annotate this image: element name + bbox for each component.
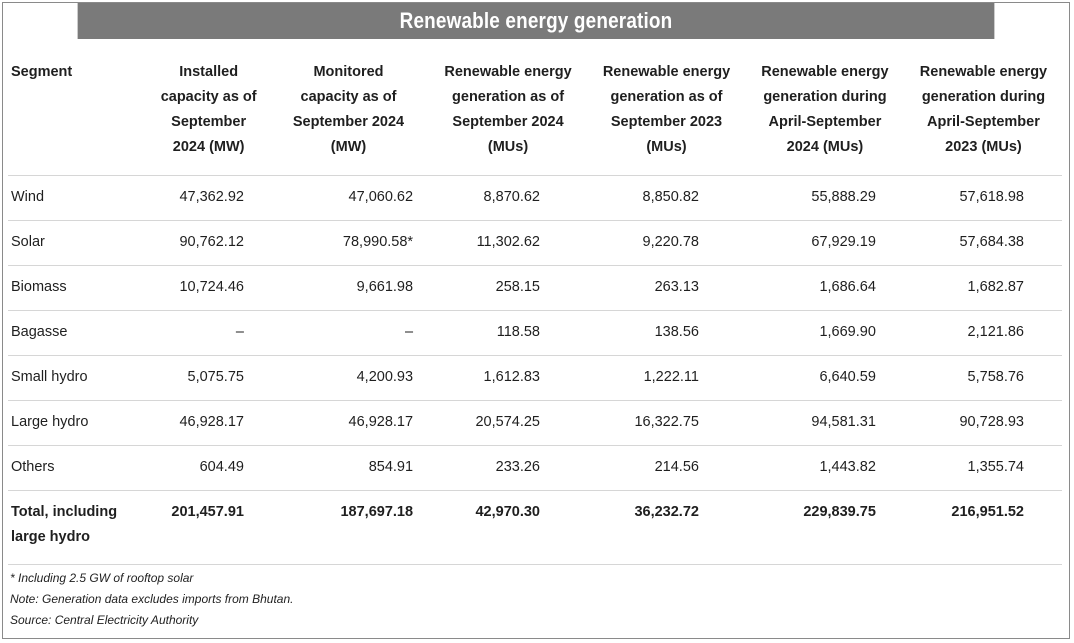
value-cell: 8,870.62 xyxy=(426,176,584,221)
segment-cell: Small hydro xyxy=(8,356,146,401)
footnote-rooftop: * Including 2.5 GW of rooftop solar xyxy=(10,571,194,585)
segment-cell: Others xyxy=(8,446,146,491)
value-cell: 258.15 xyxy=(426,266,584,311)
header-generation-sep-2023: Renewable energy generation as of September 2023 (MUs) xyxy=(602,64,731,155)
value-cell: 42,970.30 xyxy=(426,491,584,565)
segment-cell: Biomass xyxy=(8,266,146,311)
segment-cell: Solar xyxy=(8,221,146,266)
value-cell: 233.26 xyxy=(426,446,584,491)
header-row xyxy=(8,50,1062,176)
value-cell: 1,669.90 xyxy=(743,311,901,356)
header-generation-sep-2024: Renewable energy generation as of September 2024 (MUs) xyxy=(444,64,572,155)
segment-cell: Large hydro xyxy=(8,401,146,446)
value-cell: 187,697.18 xyxy=(263,491,426,565)
table-row xyxy=(8,311,1062,356)
value-cell: 5,758.76 xyxy=(901,356,1062,401)
value-cell: 90,762.12 xyxy=(146,221,263,266)
value-cell: 57,618.98 xyxy=(901,176,1062,221)
table-row xyxy=(8,266,1062,311)
value-cell: 55,888.29 xyxy=(743,176,901,221)
value-cell: 201,457.91 xyxy=(146,491,263,565)
value-cell: 8,850.82 xyxy=(584,176,743,221)
value-cell: 214.56 xyxy=(584,446,743,491)
footnote-source: Source: Central Electricity Authority xyxy=(10,613,199,627)
value-cell: 229,839.75 xyxy=(743,491,901,565)
value-cell: 263.13 xyxy=(584,266,743,311)
value-cell: 4,200.93 xyxy=(263,356,426,401)
value-cell: 1,682.87 xyxy=(901,266,1062,311)
value-cell: – xyxy=(146,311,263,356)
footnote-bhutan: Note: Generation data excludes imports from Bhutan. xyxy=(10,592,294,606)
value-cell: 16,322.75 xyxy=(584,401,743,446)
header-installed-capacity: Installed capacity as of September 2024 (MW) xyxy=(160,64,257,155)
segment-cell: Wind xyxy=(8,176,146,221)
value-cell: 1,355.74 xyxy=(901,446,1062,491)
value-cell: 47,362.92 xyxy=(146,176,263,221)
header-generation-apr-sep-2023: Renewable energy generation during April-September 2023 (MUs) xyxy=(919,64,1048,155)
value-cell: 5,075.75 xyxy=(146,356,263,401)
value-cell: 1,686.64 xyxy=(743,266,901,311)
value-cell: 9,661.98 xyxy=(263,266,426,311)
value-cell: 604.49 xyxy=(146,446,263,491)
value-cell: 78,990.58* xyxy=(263,221,426,266)
value-cell: 1,443.82 xyxy=(743,446,901,491)
table-row xyxy=(8,446,1062,491)
table-row xyxy=(8,221,1062,266)
segment-cell: Bagasse xyxy=(8,311,146,356)
value-cell: 36,232.72 xyxy=(584,491,743,565)
value-cell: 9,220.78 xyxy=(584,221,743,266)
value-cell: 6,640.59 xyxy=(743,356,901,401)
header-generation-apr-sep-2024: Renewable energy generation during April-September 2024 (MUs) xyxy=(761,64,889,155)
table-row xyxy=(8,401,1062,446)
value-cell: 94,581.31 xyxy=(743,401,901,446)
value-cell: 20,574.25 xyxy=(426,401,584,446)
segment-cell: Total, including large hydro xyxy=(8,491,146,565)
value-cell: 47,060.62 xyxy=(263,176,426,221)
table-title: Renewable energy generation xyxy=(78,3,995,39)
table-row xyxy=(8,176,1062,221)
total-row xyxy=(8,491,1062,565)
value-cell: 67,929.19 xyxy=(743,221,901,266)
value-cell: 46,928.17 xyxy=(146,401,263,446)
value-cell: 46,928.17 xyxy=(263,401,426,446)
value-cell: 11,302.62 xyxy=(426,221,584,266)
table-row xyxy=(8,356,1062,401)
value-cell: 854.91 xyxy=(263,446,426,491)
value-cell: – xyxy=(263,311,426,356)
header-segment: Segment xyxy=(11,64,73,80)
value-cell: 10,724.46 xyxy=(146,266,263,311)
value-cell: 2,121.86 xyxy=(901,311,1062,356)
value-cell: 57,684.38 xyxy=(901,221,1062,266)
value-cell: 118.58 xyxy=(426,311,584,356)
header-monitored-capacity: Monitored capacity as of September 2024 (MW) xyxy=(292,64,405,155)
value-cell: 138.56 xyxy=(584,311,743,356)
value-cell: 90,728.93 xyxy=(901,401,1062,446)
value-cell: 216,951.52 xyxy=(901,491,1062,565)
value-cell: 1,222.11 xyxy=(584,356,743,401)
value-cell: 1,612.83 xyxy=(426,356,584,401)
footnotes xyxy=(10,568,293,631)
renewable-energy-table xyxy=(8,50,1062,565)
